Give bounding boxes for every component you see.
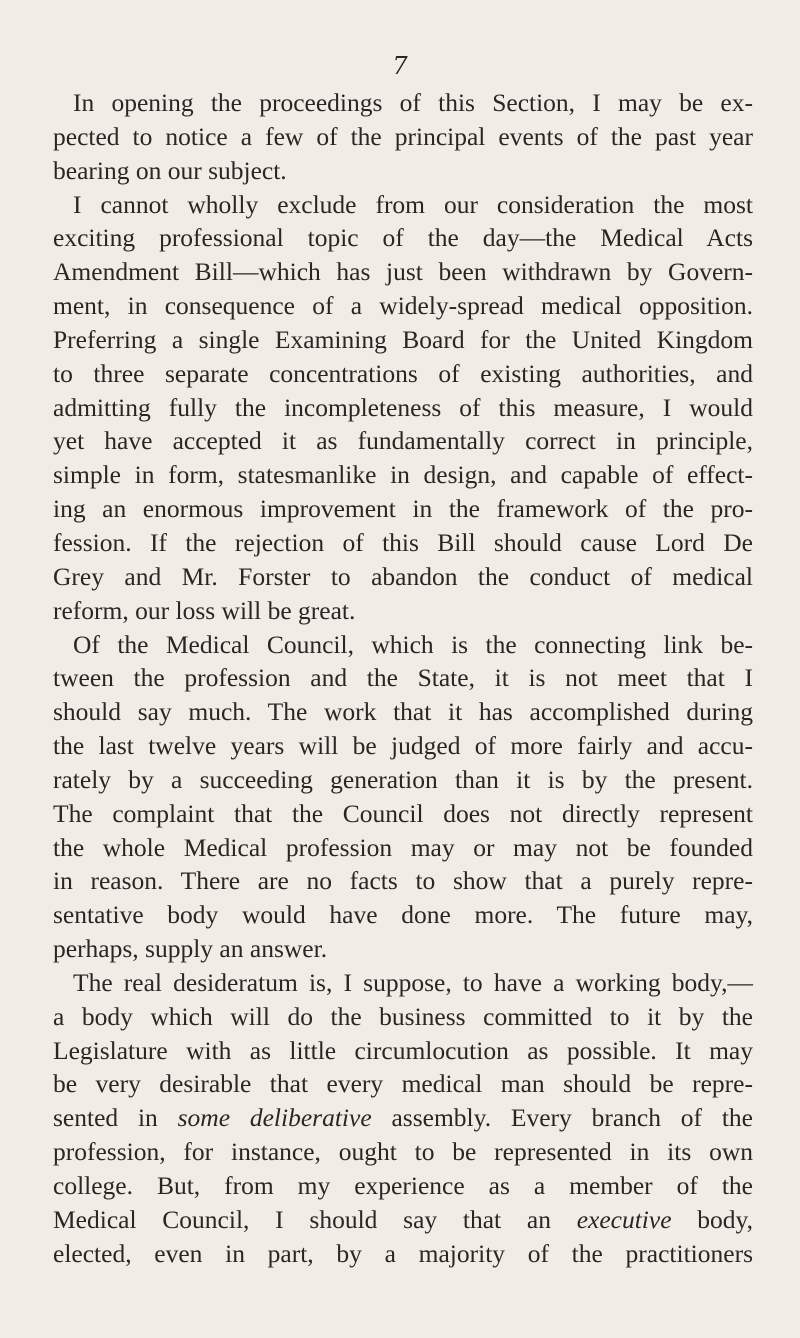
text-line: Of the Medical Council, which is the connecting link be- bbox=[73, 629, 753, 659]
text-line: in reason. There are no facts to show that a purely repre- bbox=[53, 866, 753, 896]
text-line: Amendment Bill—which has just been withdrawn by Govern- bbox=[53, 257, 753, 287]
text-line: be very desirable that every medical man should be repre- bbox=[53, 1069, 753, 1099]
text-line: Legislature with as little circumlocution as possible. It may bbox=[53, 1035, 753, 1065]
text-line: bearing on our subject. bbox=[53, 155, 287, 185]
text-line: I cannot wholly exclude from our consideration the most bbox=[73, 189, 753, 219]
page-number: 7 bbox=[392, 52, 408, 80]
text-line: profession, for instance, ought to be represented in its own bbox=[53, 1137, 753, 1167]
text-line: Grey and Mr. Forster to abandon the conduct of medical bbox=[53, 561, 753, 591]
text-line: pected to notice a few of the principal events of the past year bbox=[53, 121, 753, 151]
text-line: exciting professional topic of the day—the Medical Acts bbox=[53, 223, 753, 253]
text-line: to three separate concentrations of existing authorities, and bbox=[53, 358, 753, 388]
text-line: fession. If the rejection of this Bill should cause Lord De bbox=[53, 527, 753, 557]
text-line: simple in form, statesmanlike in design, and capable of effect- bbox=[53, 460, 753, 490]
text-line: Medical Council, I should say that an executive body, bbox=[53, 1204, 753, 1234]
text-line: a body which will do the business committed to it by the bbox=[53, 1001, 753, 1031]
paragraph-4 bbox=[53, 966, 753, 1271]
text-line: should say much. The work that it has accomplished during bbox=[53, 697, 753, 727]
text-line: ment, in consequence of a widely-spread medical opposition. bbox=[53, 291, 753, 321]
text-line: rately by a succeeding generation than it is by the present. bbox=[53, 764, 753, 794]
body-text bbox=[53, 86, 753, 1271]
text-line: the last twelve years will be judged of more fairly and accu- bbox=[53, 731, 753, 761]
text-line: The complaint that the Council does not directly represent bbox=[53, 798, 753, 828]
text-line: reform, our loss will be great. bbox=[53, 595, 356, 625]
text-line: sented in some deliberative assembly. Every branch of the bbox=[53, 1103, 754, 1133]
text-line: admitting fully the incompleteness of this measure, I would bbox=[53, 392, 753, 422]
text-line: In opening the proceedings of this Section, I may be ex- bbox=[73, 88, 753, 117]
paragraph-3 bbox=[53, 628, 753, 966]
text-line: yet have accepted it as fundamentally correct in principle, bbox=[53, 426, 753, 456]
text-line: ing an enormous improvement in the framework of the pro- bbox=[53, 494, 753, 524]
paragraph-1 bbox=[53, 86, 753, 188]
text-line: Preferring a single Examining Board for the United Kingdom bbox=[53, 324, 753, 354]
text-line: The real desideratum is, I suppose, to have a working body,— bbox=[73, 967, 753, 997]
text-line: college. But, from my experience as a member of the bbox=[53, 1171, 753, 1200]
text-line: the whole Medical profession may or may not be founded bbox=[53, 832, 753, 862]
text-line: elected, even in part, by a majority of the practitioners bbox=[53, 1238, 753, 1268]
text-line: tween the profession and the State, it is not meet that I bbox=[53, 663, 753, 693]
text-line: perhaps, supply an answer. bbox=[53, 934, 328, 964]
paragraph-2 bbox=[53, 188, 753, 628]
text-line: sentative body would have done more. The future may, bbox=[53, 900, 753, 930]
